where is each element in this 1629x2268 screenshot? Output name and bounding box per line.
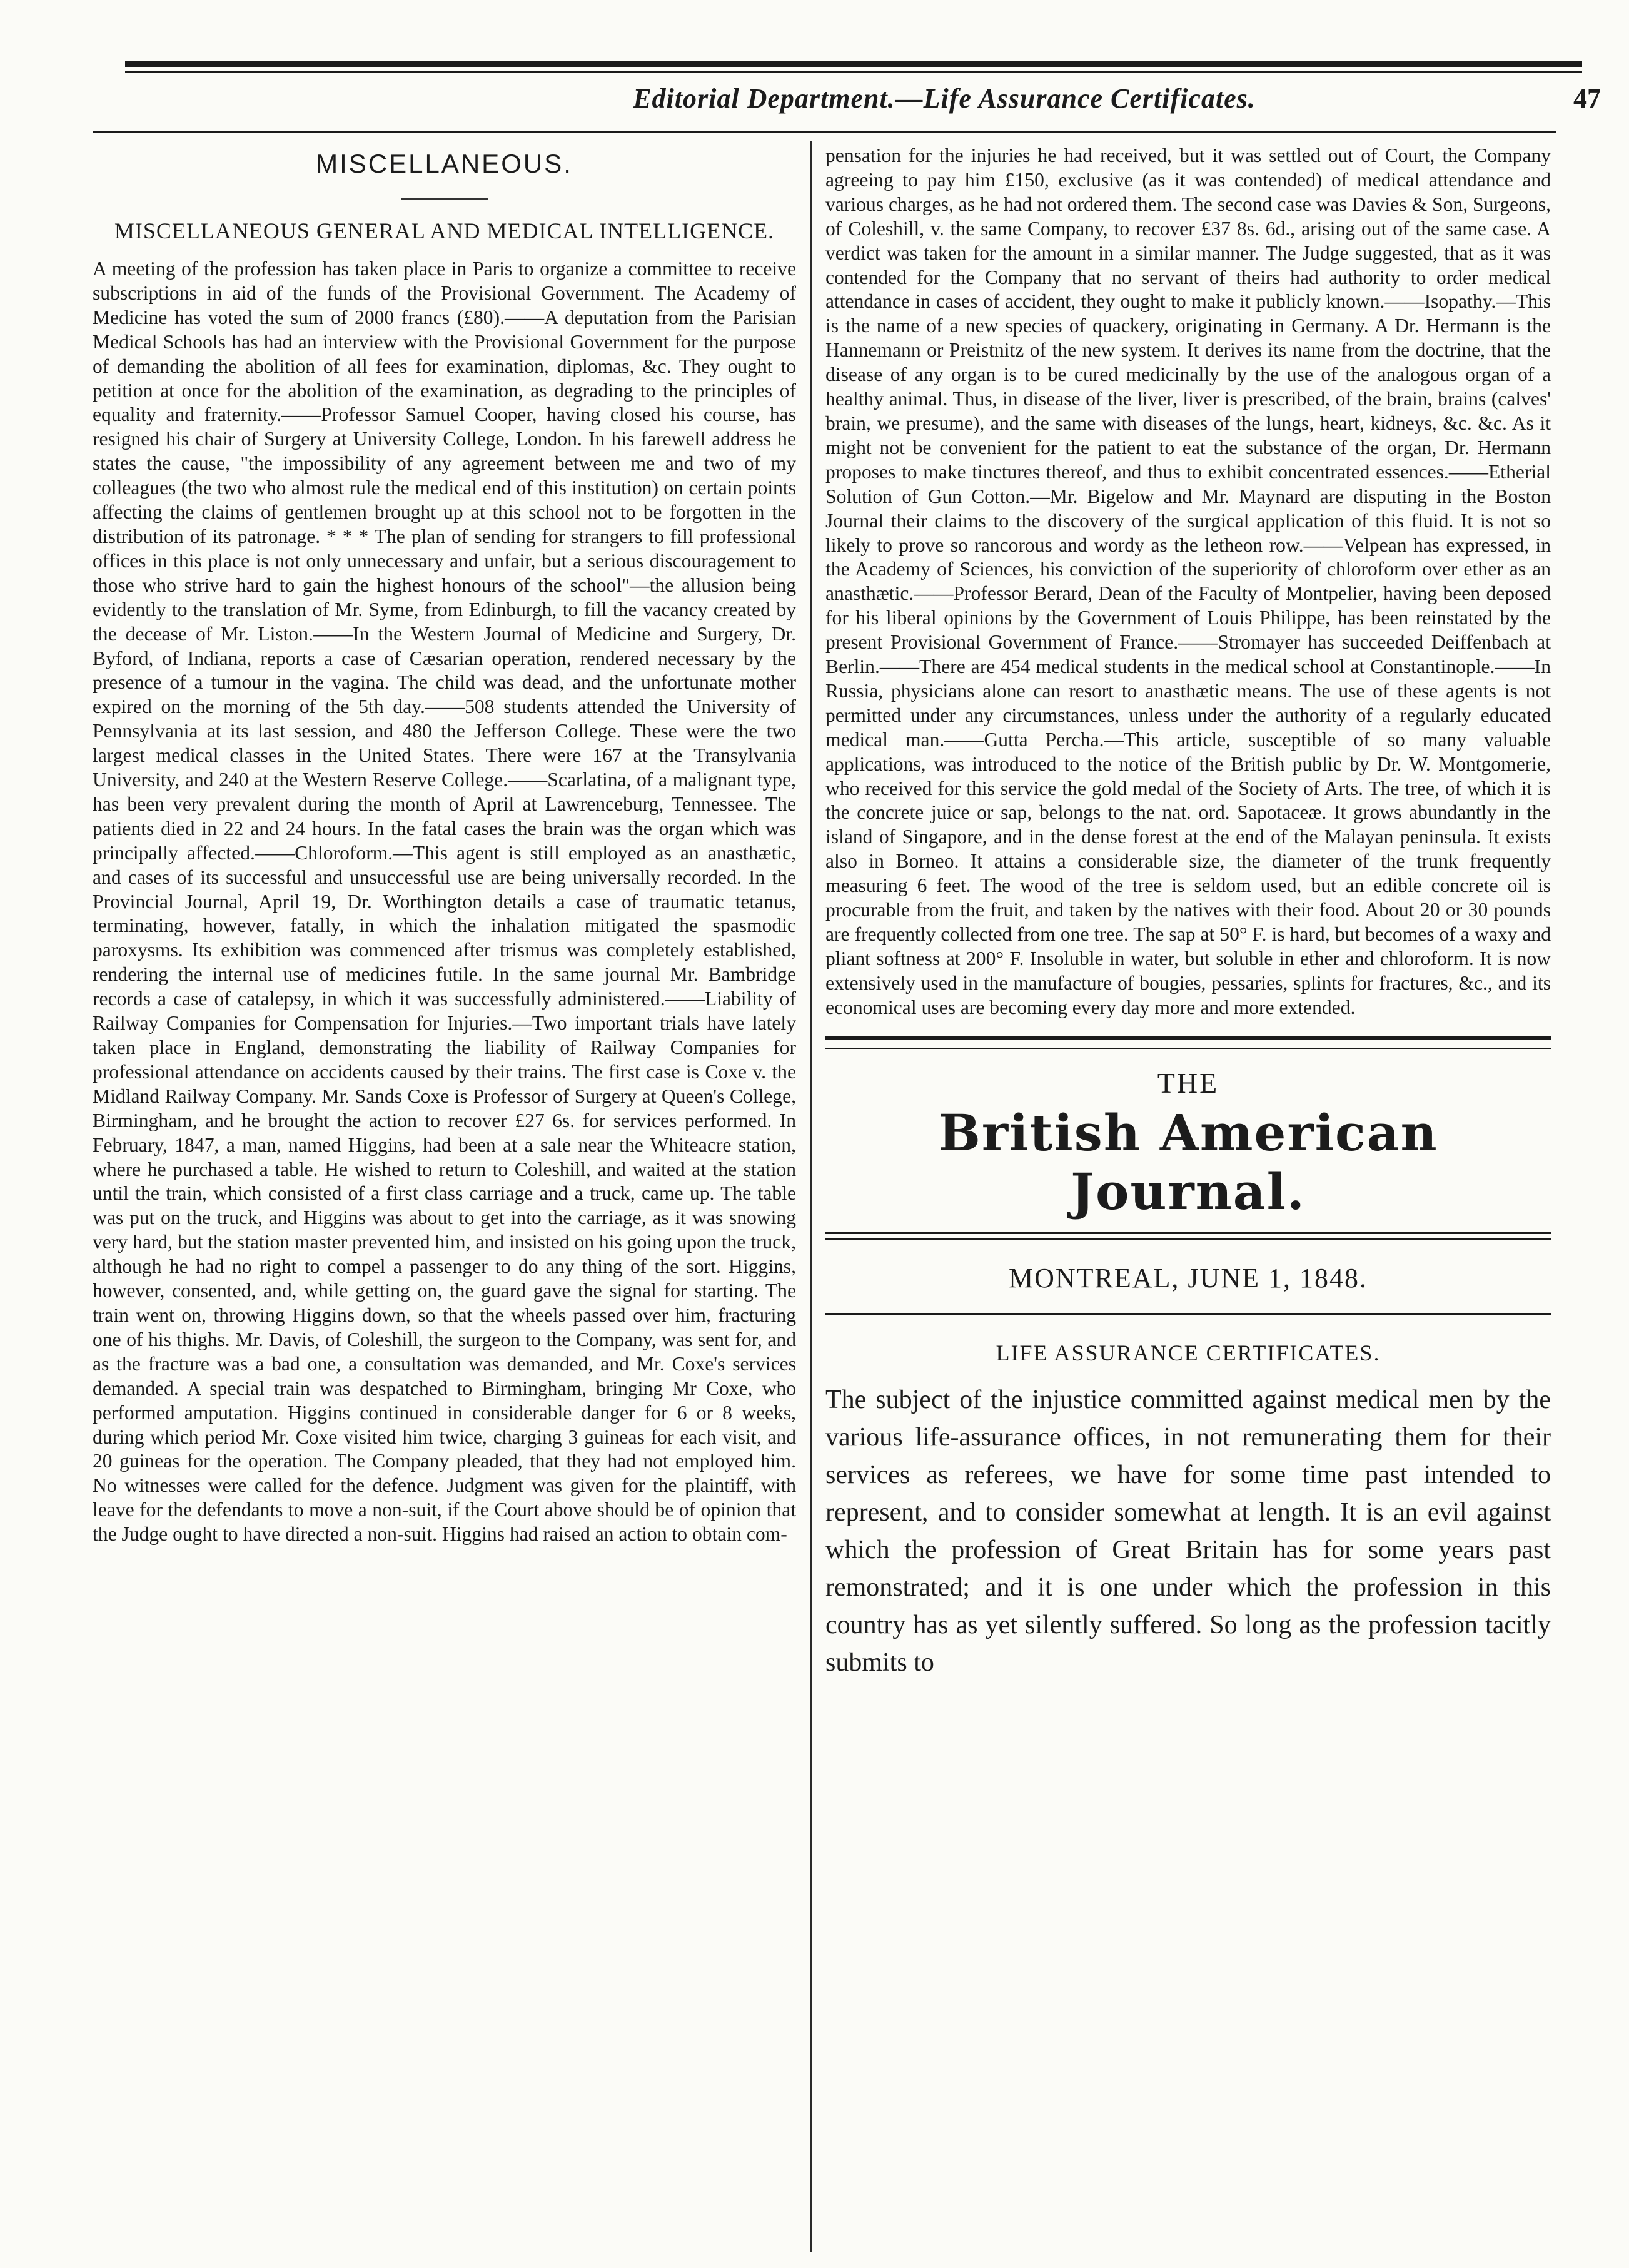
page-number: 47	[1573, 83, 1601, 114]
column-divider	[810, 141, 812, 2252]
article-subheading: MISCELLANEOUS GENERAL AND MEDICAL INTELLIGENCE.	[114, 218, 775, 243]
dateline: MONTREAL, JUNE 1, 1848.	[1009, 1262, 1368, 1293]
top-rule-thin	[125, 71, 1582, 73]
running-header: Editorial Department.—Life Assurance Certificates.	[633, 83, 1256, 114]
continued-article-text: pensation for the injuries he had received, but it was settled out of Court, the Company agreeing to pay him £150, exclusive (as it was contended) of medical attendance and various charges, as he had not ordered them. The second case was Davies & Son, Surgeons, of Coleshill, v. the same Company, to recover £37 8s. 6d., arising out of the same case. A verdict was taken for the amount in a similar manner. The Judge suggested, that as it was contended for the Company that no servant of theirs had authority to order medical attendance in cases of accident, they ought to make it publicly known.——Isopathy.—This is the name of a new species of quackery, originating in Germany. A Dr. Hermann is the Hannemann or Preistnitz of the new system. It derives its name from the doctrine, that the disease of any organ is to be cured medicinally by the use of the analogous organ of a healthy animal. Thus, in disease of the liver, liver is prescribed, of the brain, brains (calves' brain, we presume), and the same with diseases of the lungs, heart, kidneys, &c. &c. As it might not be convenient for the patient to eat the substance of the organ, Dr. Hermann proposes to make tinctures thereof, and thus to exhibit concentrated essences.——Etherial Solution of Gun Cotton.—Mr. Bigelow and Mr. Maynard are disputing in the Boston Journal their claims to the discovery of the surgical application of this fluid. It is not so likely to prove so rancorous and wordy as the letheon row.——Velpean has expressed, in the Academy of Sciences, his conviction of the superiority of chloroform over ether as an anasthætic.——Professor Berard, Dean of the Faculty of Montpelier, having been deposed for his liberal opinions by the Government of Louis Philippe, has been reinstated by the present Provisional Government of France.——Stromayer has succeeded Deiffenbach at Berlin.——There are 454 medical students in the medical school at Constantinople.——In Russia, physicians alone can resort to anasthætic means. The use of these agents is not permitted under any circumstances, unless under the authority of a regularly educated medical man.——Gutta Percha.—This article, susceptible of so many valuable applications, was introduced to the notice of the British public by Dr. W. Montgomerie, who received for this service the gold medal of the Society of Arts. The tree, of which it is the concrete juice or sap, belongs to the nat. ord. Sapotaceæ. It grows abundantly in the island of Singapore, and in the dense forest at the end of the Malayan peninsula. It exists also in Borneo. It attains a considerable size, the diameter of the trunk frequently measuring 6 feet. The wood of the tree is seldom used, but an edible concrete oil is procurable from the fruit, and taken by the natives with their food. About 20 or 30 pounds are frequently collected from one tree. The sap at 50° F. is hard, but becomes of a waxy and pliant softness at 200° F. Insoluble in water, but soluble in ether and chloroform. It is now extensively used in the manufacture of bougies, pessaries, splints for fractures, &c., and its economical uses are becoming every day more and more extended.	[825, 144, 1551, 1018]
masthead-top-rule	[825, 1036, 1551, 1049]
section-heading: MISCELLANEOUS.	[316, 149, 573, 178]
top-rule-thick	[125, 61, 1582, 67]
right-column	[825, 144, 1551, 2245]
left-column	[93, 144, 796, 2245]
masthead-the: THE	[1157, 1066, 1219, 1099]
miscellaneous-article-text: A meeting of the profession has taken place in Paris to organize a committee to receive subscriptions in aid of the funds of the Provisional Government. The Academy of Medicine has voted the sum of 2000 francs (£80).——A deputation from the Parisian Medical Schools has had an interview with the Provisional Government for the purpose of demanding the abolition of all fees for examination, diplomas, &c. They ought to petition at once for the abolition of the examination, as degrading to the principles of equality and fraternity.——Professor Samuel Cooper, having closed his course, has resigned his chair of Surgery at University College, London. In his farewell address he states the cause, "the impossibility of any agreement between me and two of my colleagues (the two who almost rule the medical end of this institution) on certain points affecting the claims of gentlemen brought up at this school not to be forgotten in the distribution of its patronage. * * * The plan of sending for strangers to fill professional offices in this place is not only unnecessary and unfair, but a serious discouragement to those who strive hard to gain the highest honours of the school"—the allusion being evidently to the translation of Mr. Syme, from Edinburgh, to fill the vacancy created by the decease of Mr. Liston.——In the Western Journal of Medicine and Surgery, Dr. Byford, of Indiana, reports a case of Cæsarian operation, rendered necessary by the presence of a tumour in the vagina. The child was dead, and the unfortunate mother expired on the morning of the 5th day.——508 students attended the University of Pennsylvania at its last session, and 480 the Jefferson College. These were the two largest medical classes in the United States. There were 167 at the Transylvania University, and 240 at the Western Reserve College.——Scarlatina, of a malignant type, has been very prevalent during the month of April at Lawrenceburg, Tennessee. The patients died in 22 and 24 hours. In the fatal cases the brain was the organ which was principally affected.——Chloroform.—This agent is still employed as an anasthætic, and cases of its successful and unsuccessful use are being universally recorded. In the Provincial Journal, April 19, Dr. Worthington details a case of traumatic tetanus, terminating, however, fatally, in which the inhalation mitigated the spasmodic paroxysms. Its exhibition was commenced after trismus was completely established, rendering the internal use of medicines futile. In the same journal Mr. Bambridge records a case of catalepsy, in which it was successfully administered.——Liability of Railway Companies for Compensation for Injuries.—Two important trials have lately taken place in England, demonstrating the liability of Railway Companies for professional attendance on accidents caused by their trains. The first case is Coxe v. the Midland Railway Company. Mr. Sands Coxe is Professor of Surgery at Queen's College, Birmingham, and he brought the action to recover £27 6s. for services performed. In February, 1847, a man, named Higgins, had been at a sale near the Whiteacre station, where he purchased a table. He wished to return to Coleshill, and waited at the station until the train, which consisted of a first class carriage and a truck, came up. The table was put on the truck, and Higgins was about to get into the carriage, as it was snowing very hard, but the station master prevented him, and insisted on his going upon the truck, although he had no right to compel a passenger to do any thing of the sort. Higgins, however, consented, and, while getting on, the guard gave the signal for starting. The train went on, throwing Higgins down, so that the wheels passed over him, fracturing one of his thighs. Mr. Davis, of Coleshill, the surgeon to the Company, was sent for, and as the fracture was a bad one, a consultation was demanded, and Mr. Coxe's services demanded. A special train was despatched to Birmingham, bringing Mr Coxe, who performed amputation. Higgins continued in considerable danger for 6 or 8 weeks, during which period Mr. Coxe visited him twice, charging 3 guineas for each visit, and 20 guineas for the operation. The Company pleaded, that they had not employed him. No witnesses were called for the defence. Judgment was given for the plaintiff, with leave for the defendants to move a non-suit, if the Court above should be of opinion that the Judge ought to have directed a non-suit. Higgins had raised an action to obtain com-	[93, 258, 796, 1546]
journal-masthead: British American Journal.	[938, 1103, 1438, 1221]
editorial-text: The subject of the injustice committed against medical men by the various life-assurance offices, in not remunerating them for their services as referees, we have for some time past intended to represent, and to consider somewhat at length. It is an evil against which the profession of Great Britain has for some years past remonstrated; and it is one under which the profession in this country has as yet silently suffered. So long as the profession tacitly submits to	[825, 1385, 1551, 1677]
section-divider	[401, 198, 488, 200]
editorial-title: LIFE ASSURANCE CERTIFICATES.	[996, 1340, 1381, 1365]
header-bottom-rule	[93, 131, 1556, 133]
